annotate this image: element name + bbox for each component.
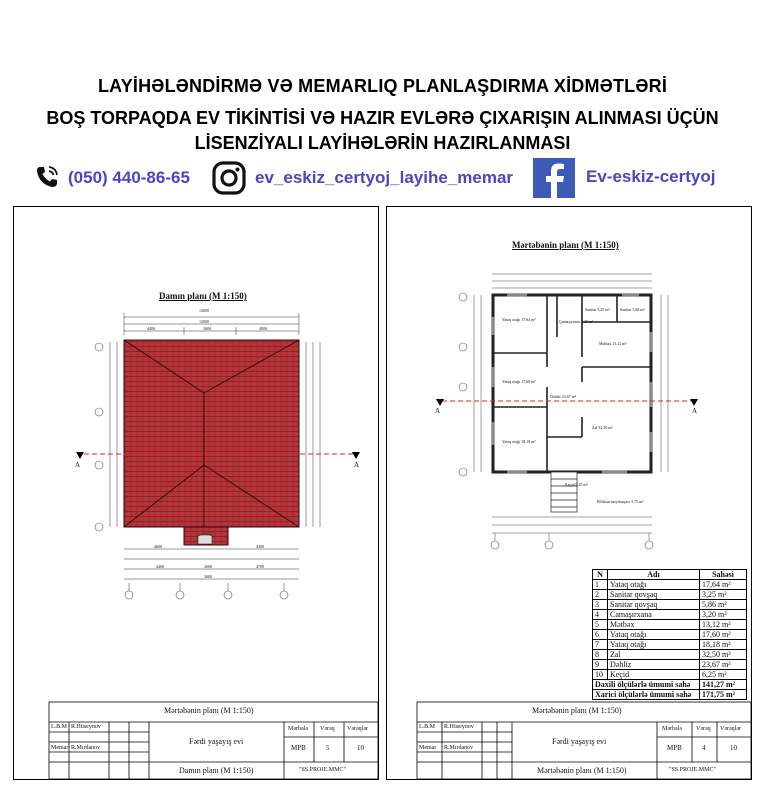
left-tb-sheets: 10 [357, 744, 364, 752]
area-col-area: Sahəsi [700, 570, 747, 580]
cell: Sanitar qovşaq [608, 590, 700, 600]
cell: 5,86 m² [700, 600, 747, 610]
room-label-7: Yataq otağı 18,18 m² [502, 439, 536, 444]
right-tb-org: "SS.PROJE.MMC" [669, 767, 716, 773]
left-tb-h-sheets: Vərəqlər [347, 726, 368, 732]
cell: 8 [593, 650, 608, 660]
dim-seg-2: 3600 [203, 326, 211, 331]
left-tb-r1-role: L.B.M [51, 724, 68, 730]
table-row [593, 590, 747, 600]
dim-overall: 13600 [199, 308, 209, 313]
table-row [593, 610, 747, 620]
dim-seg-1: 4400 [147, 326, 155, 331]
room-label-stair: Pilləkən meydançası 3,75 m² [597, 499, 644, 504]
left-tb-name: Damın planı (M 1:150) [179, 766, 254, 775]
cell: Mətbəx [608, 620, 700, 630]
cell: Camaşırxana [608, 610, 700, 620]
cell: Zal [608, 650, 700, 660]
dim-bottom-4: 2600 [204, 564, 212, 569]
cell: 10 [593, 670, 608, 680]
roof-surface [124, 340, 299, 545]
total-inner-row [593, 680, 747, 690]
cell: Dəhliz [608, 660, 700, 670]
cell: 32,50 m² [700, 650, 747, 660]
dim-bottom-2: 4300 [256, 544, 264, 549]
cell: Xarici ölçülərlə ümumi sahə [593, 690, 700, 700]
roof-plan-drawing [14, 207, 378, 779]
cell: 4 [593, 610, 608, 620]
cell: 5 [593, 620, 608, 630]
cell: 141,27 m² [700, 680, 747, 690]
room-label-6: Yataq otağı 17,60 m² [502, 379, 536, 384]
phone-number[interactable]: (050) 440-86-65 [68, 168, 190, 187]
instagram-icon [211, 160, 247, 201]
cell: 17,60 m² [700, 630, 747, 640]
cell: 17,64 m² [700, 580, 747, 590]
phone-icon [34, 164, 60, 195]
cell: 6,25 m² [700, 670, 747, 680]
section-mark-right: A [692, 407, 698, 415]
right-tb-top: Mərtəbənin planı (M 1:150) [532, 706, 622, 715]
section-mark-left: A [75, 461, 81, 469]
dim-bottom-5: 4700 [256, 564, 264, 569]
table-row [593, 620, 747, 630]
area-table [592, 569, 747, 700]
left-tb-h-sheet: Vərəq [320, 726, 335, 732]
area-col-name: Adı [608, 570, 700, 580]
table-row [593, 650, 747, 660]
left-tb-project: Fərdi yaşayış evi [189, 737, 244, 746]
room-label-4: Çamaşırxana 3,20 m² [559, 319, 594, 324]
dim-inner: 12000 [199, 319, 209, 324]
floor-plan-sheet [386, 206, 752, 780]
left-tb-stage: MPB [291, 744, 306, 752]
table-row [593, 630, 747, 640]
roof-plan-title: Damın planı (M 1:150) [159, 291, 247, 301]
cell: 6 [593, 630, 608, 640]
right-tb-h-sheet: Vərəq [696, 726, 711, 732]
section-mark-right: A [354, 461, 360, 469]
right-tb-stage: MPB [667, 744, 682, 752]
facebook-page[interactable]: Ev-eskiz-certyoj [586, 167, 716, 186]
cell: 2 [593, 590, 608, 600]
cell: Yataq otağı [608, 630, 700, 640]
left-tb-r2-name: R.Mırdanov [71, 745, 101, 751]
left-tb-org: "SS.PROJE.MMC" [299, 767, 346, 773]
cell: Sanitar qovşaq [608, 600, 700, 610]
cell: 7 [593, 640, 608, 650]
right-tb-h-stage: Mərhələ [662, 726, 682, 732]
left-tb-top: Mərtəbənin planı (M 1:150) [164, 706, 254, 715]
room-label-1: Yataq otağı 17,64 m² [502, 317, 536, 322]
room-label-2: Sanitar 3,25 m² [585, 307, 610, 312]
header-line-1: LAYİHƏLƏNDİRMƏ VƏ MEMARLIQ PLANLAŞDIRMA XİDMƏTLƏRİ [97, 76, 668, 96]
cell: 171,75 m² [700, 690, 747, 700]
cell: Keçid [608, 670, 700, 680]
cell: 3,25 m² [700, 590, 747, 600]
header-line-3: LİSENZİYALI LAYİHƏLƏRİN HAZIRLANMASI [194, 133, 571, 153]
dim-bottom-1: 4600 [154, 544, 162, 549]
room-label-3: Sanitar 5,86 m² [620, 307, 645, 312]
cell: 13,12 m² [700, 620, 747, 630]
cell: 23,67 m² [700, 660, 747, 670]
total-outer-row [593, 690, 747, 700]
right-tb-r1-name: R.Hüseynov [444, 724, 474, 730]
room-label-10: Keçid 6,25 m² [565, 482, 588, 487]
floor-plan-title: Mərtəbənin planı (M 1:150) [512, 240, 619, 250]
room-label-9: Dəhliz 23,67 m² [550, 394, 576, 399]
cell: Yataq otağı [608, 640, 700, 650]
contact-bar [0, 160, 765, 196]
dim-bottom-6: 3600 [204, 574, 212, 579]
right-tb-name: Mərtəbənin planı (M 1:150) [537, 766, 627, 775]
left-tb-r1-name: R.Hüseynov [71, 724, 101, 730]
section-mark-left: A [435, 407, 441, 415]
dim-bottom-3: 4400 [156, 564, 164, 569]
right-tb-sheets: 10 [730, 744, 737, 752]
roof-plan-sheet [13, 206, 379, 780]
right-tb-r2-name: R.Mırdanov [444, 745, 474, 751]
table-row [593, 640, 747, 650]
left-tb-sheet: 5 [326, 744, 330, 752]
room-label-5: Mətbəx 13,12 m² [599, 341, 627, 346]
left-tb-r2-role: Memar [51, 745, 69, 751]
cell: Daxili ölçülərlə ümumi sahə [593, 680, 700, 690]
cell: 1 [593, 580, 608, 590]
header-line-2: BOŞ TORPAQDA EV TİKİNTİSİ VƏ HAZIR EVLƏRƏ ÇIXARIŞIN ALINMASI ÜÇÜN [46, 108, 719, 128]
table-row [593, 660, 747, 670]
cell: Yataq otağı [608, 580, 700, 590]
right-tb-h-sheets: Vərəqlər [720, 726, 741, 732]
cell: 9 [593, 660, 608, 670]
cell: 3 [593, 600, 608, 610]
table-row [593, 580, 747, 590]
right-tb-project: Fərdi yaşayış evi [552, 737, 607, 746]
table-row [593, 670, 747, 680]
instagram-handle[interactable]: ev_eskiz_certyoj_layihe_memar [255, 168, 514, 187]
facebook-icon [533, 158, 575, 203]
area-col-n: N [593, 570, 608, 580]
cell: 3,20 m² [700, 610, 747, 620]
right-tb-r2-role: Memar [419, 745, 437, 751]
table-row [593, 600, 747, 610]
dim-seg-3: 4000 [259, 326, 267, 331]
right-tb-sheet: 4 [702, 744, 706, 752]
cell: 18,18 m² [700, 640, 747, 650]
right-tb-r1-role: L.B.M [419, 724, 436, 730]
room-label-8: Zal 32,50 m² [592, 425, 613, 430]
left-tb-h-stage: Mərhələ [288, 726, 308, 732]
